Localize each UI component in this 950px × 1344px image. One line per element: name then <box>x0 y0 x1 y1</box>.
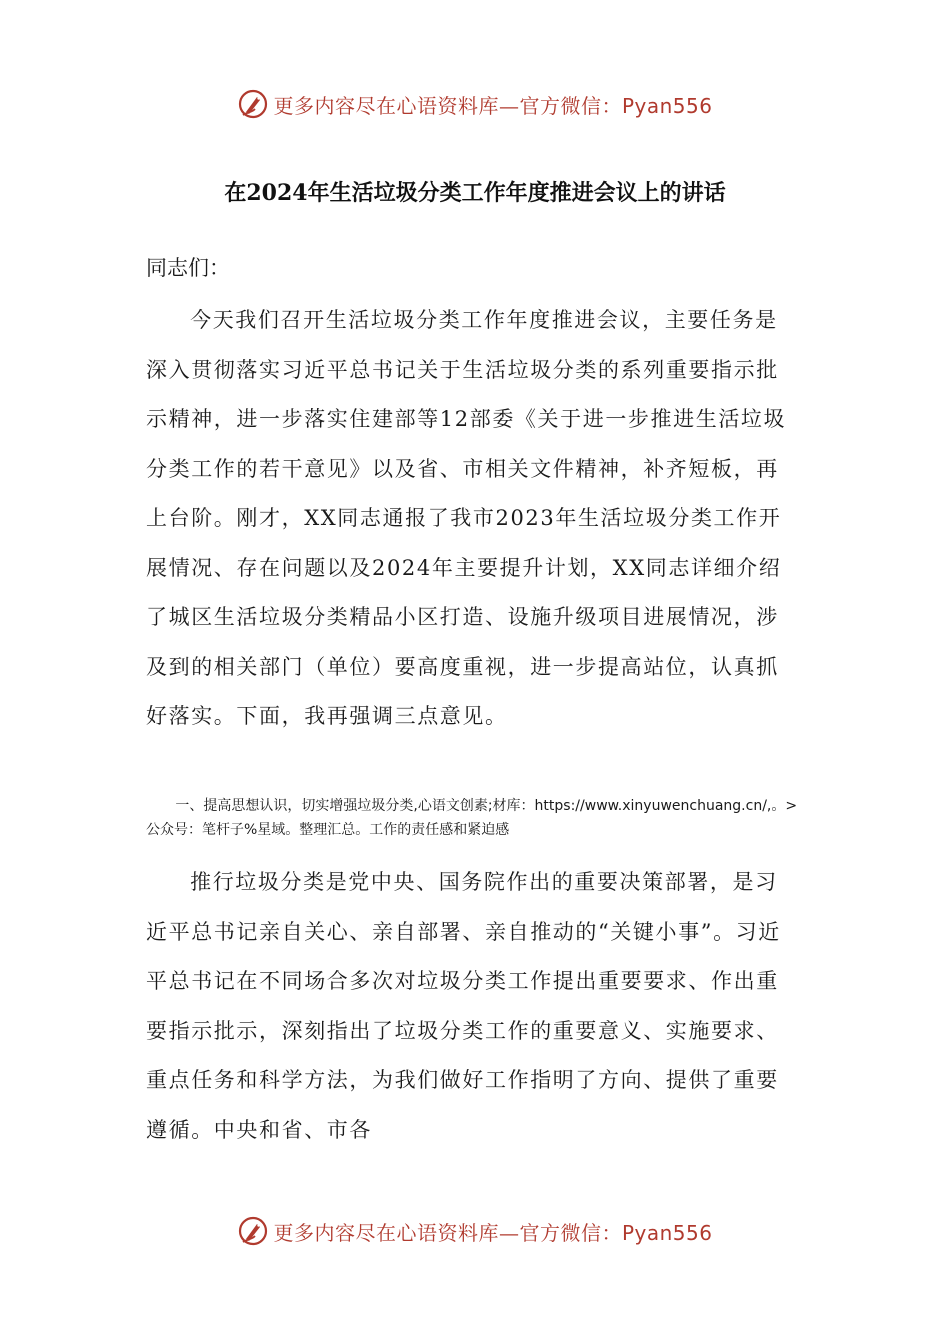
body-paragraph-2: 推行垃圾分类是党中央、国务院作出的重要决策部署，是习近平总书记亲自关心、亲自部署、亲自推动的“关键小事”。习近平总书记在不同场合多次对垃圾分类工作提出重要要求、作出重要指示批示，深刻指出了垃圾分类工作的重要意义、实施要求、重点任务和科学方法，为我们做好工作指明了方向、提供了重要遵循。中央和省、市各 <box>146 870 781 1142</box>
watermark-main: 更多内容尽在心语资料库 <box>273 93 499 118</box>
watermark-text <box>273 90 712 119</box>
watermark-dash: — <box>498 93 520 118</box>
pen-nib-logo-icon <box>237 88 269 120</box>
pen-nib-logo-icon <box>237 1215 269 1247</box>
watermark-main: 更多内容尽在心语资料库 <box>273 1220 499 1245</box>
watermark-wechat: 官方微信：Pyan556 <box>519 1220 713 1245</box>
document-title: 在2024年生活垃圾分类工作年度推进会议上的讲话 <box>224 180 726 206</box>
body-paragraph-1: 今天我们召开生活垃圾分类工作年度推进会议，主要任务是深入贯彻落实习近平总书记关于生活垃圾分类的系列重要指示批示精神，进一步落实住建部等12部委《关于进一步推进生活垃圾分类工作的若干意见》以及省、市相关文件精神，补齐短板，再上台阶。刚才，XX同志通报了我市2023年生活垃圾分类工作开展情况、存在问题以及2024年主要提升计划，XX同志详细介绍了城区生活垃圾分类精品小区打造、设施升级项目进展情况，涉及到的相关部门（单位）要高度重视，进一步提高站位，认真抓好落实。下面，我再强调三点意见。 <box>146 308 787 728</box>
watermark-text <box>273 1217 712 1246</box>
watermark-wechat: 官方微信：Pyan556 <box>519 93 713 118</box>
watermark-dash: — <box>498 1220 520 1245</box>
watermark-banner-bottom <box>0 1209 950 1253</box>
section-heading-1: 一、提高思想认识，切实增强垃圾分类,心语文创素;材库：https://www.xinyuwenchuang.cn/,。>公众号：笔杆子%星域。整理汇总。工作的责任感和紧迫感 <box>146 798 798 838</box>
salutation: 同志们： <box>146 256 230 280</box>
watermark-banner-top <box>0 82 950 126</box>
